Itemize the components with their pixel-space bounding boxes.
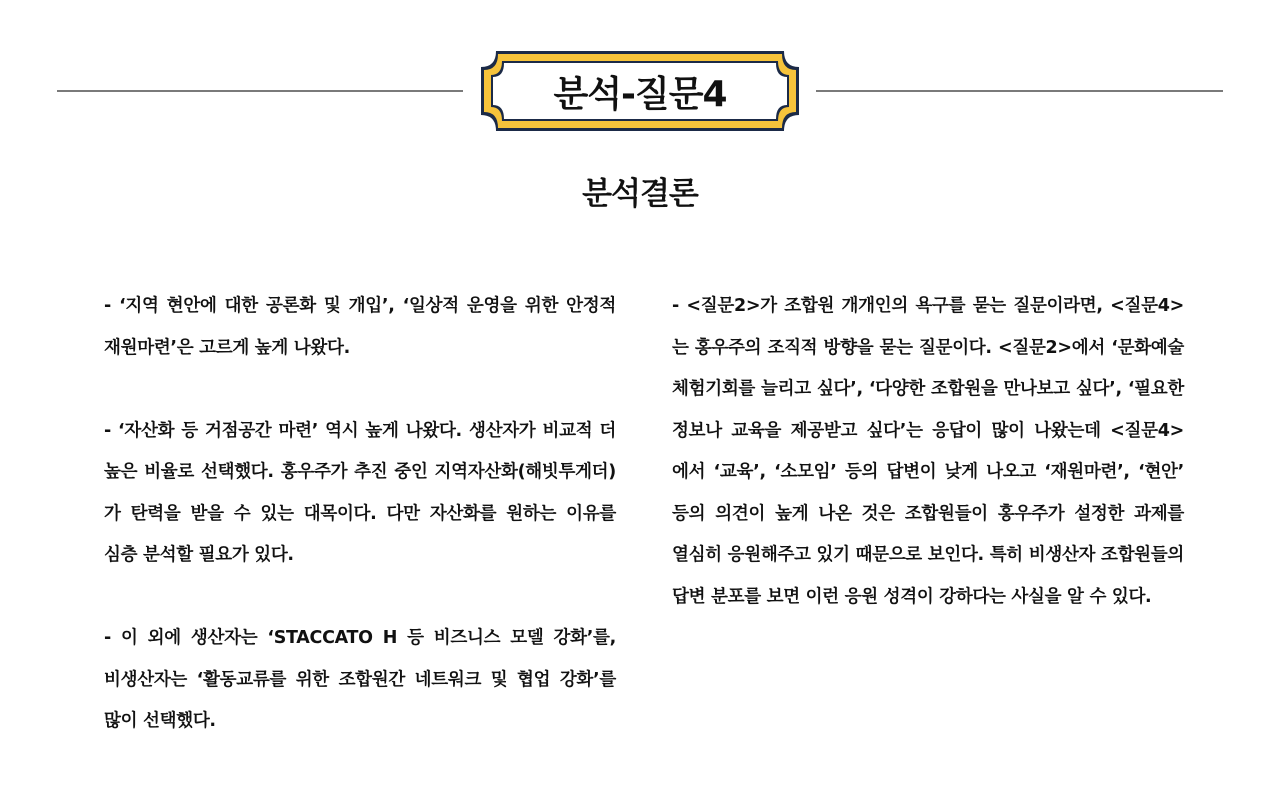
paragraph-spacer xyxy=(104,369,616,411)
left-paragraph-3: - 이 외에 생산자는 ‘STACCATO H 등 비즈니스 모델 강화’를, 비생산자는 ‘활동교류를 위한 조합원간 네트워크 및 협업 강화’를 많이 선택했다. xyxy=(104,628,616,731)
header-rule-left xyxy=(57,90,463,92)
left-paragraph-1: - ‘지역 현안에 대한 공론화 및 개입’, ‘일상적 운영을 위한 안정적 재원마련’은 고르게 높게 나왔다. xyxy=(104,296,616,358)
title-badge xyxy=(480,50,800,132)
left-column xyxy=(104,286,616,743)
right-column xyxy=(672,286,1184,618)
page-title: 분석-질문4 xyxy=(553,73,727,115)
right-paragraph-1: - <질문2>가 조합원 개개인의 욕구를 묻는 질문이라면, <질문4>는 홍우주의 조직적 방향을 묻는 질문이다. <질문2>에서 ‘문화예술 체험기회를 늘리고 싶다’, ‘다양한 조합원을 만나보고 싶다’, ‘필요한 정보나 교육을 제공받고 싶다’는 응답이 많이 나왔는데 <질문4>에서 ‘교육’, ‘소모임’ 등의 답변이 낮게 나오고 ‘재원마련’, ‘현안’ 등의 의견이 높게 나온 것은 조합원들이 홍우주가 설정한 과제를 열심히 응원해주고 있기 때문으로 보인다. 특히 비생산자 조합원들의 답변 분포를 보면 이런 응원 성격이 강하다는 사실을 알 수 있다. xyxy=(672,296,1184,607)
header-rule-right xyxy=(816,90,1223,92)
section-subtitle: 분석결론 xyxy=(582,176,698,212)
paragraph-spacer xyxy=(104,577,616,619)
left-paragraph-2: - ‘자산화 등 거점공간 마련’ 역시 높게 나왔다. 생산자가 비교적 더 높은 비율로 선택했다. 홍우주가 추진 중인 지역자산화(해빗투게더)가 탄력을 받을 수 있는 대목이다. 다만 자산화를 원하는 이유를 심층 분석할 필요가 있다. xyxy=(104,420,616,565)
